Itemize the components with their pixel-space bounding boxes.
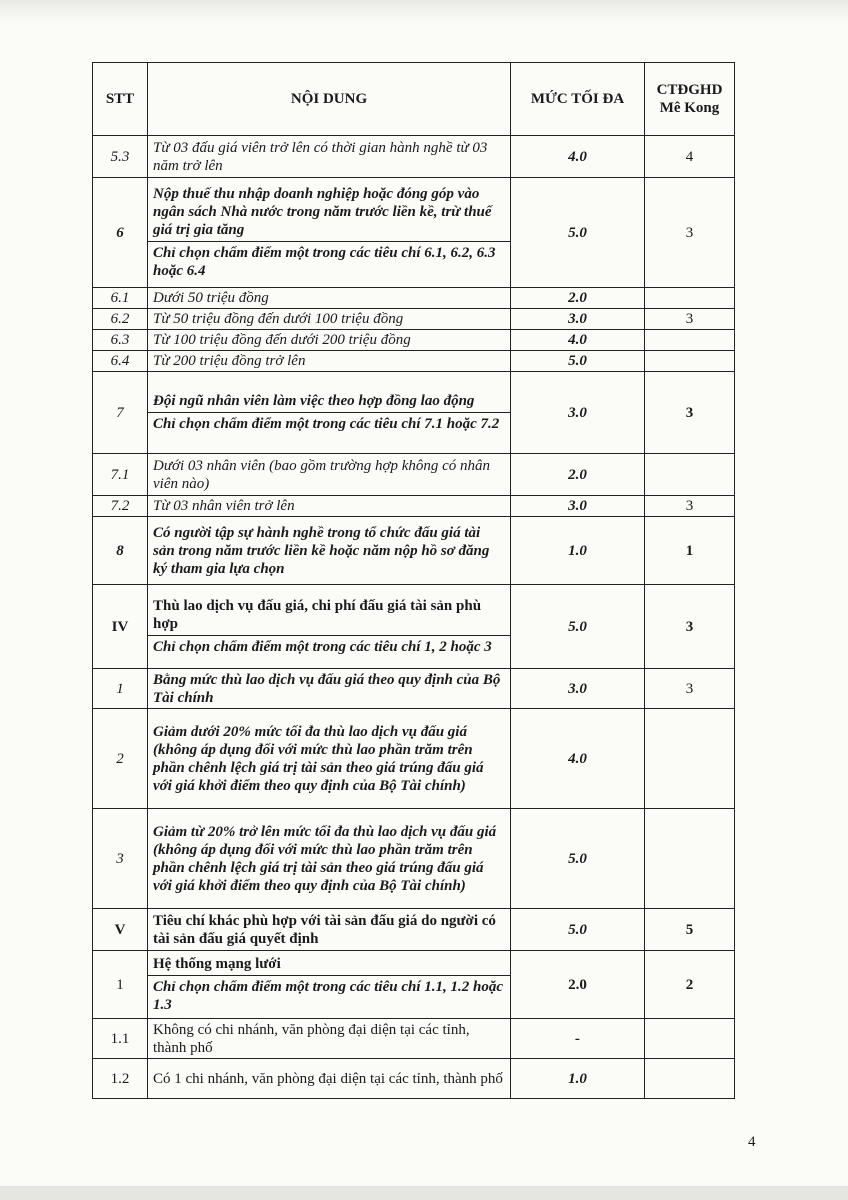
header-max: MỨC TỐI ĐA [511, 63, 645, 136]
row-note: Chỉ chọn chấm điểm một trong các tiêu chí 1.1, 1.2 hoặc 1.3 [148, 975, 510, 1014]
row-stt: 6.4 [93, 351, 148, 372]
row-note: Chỉ chọn chấm điểm một trong các tiêu chí 7.1 hoặc 7.2 [148, 412, 510, 433]
row-score: 5 [645, 909, 735, 951]
table-header-row [93, 63, 735, 136]
scan-bottom-edge [0, 1186, 848, 1200]
row-content: Từ 03 nhân viên trở lên [148, 496, 511, 517]
table-row [93, 178, 735, 288]
row-score: 3 [645, 496, 735, 517]
row-max: 2.0 [511, 288, 645, 309]
row-stt: 6.3 [93, 330, 148, 351]
row-max: 3.0 [511, 309, 645, 330]
row-content: Dưới 03 nhân viên (bao gồm trường hợp không có nhân viên nào) [148, 454, 511, 496]
page-number: 4 [748, 1134, 756, 1150]
row-stt: 7 [93, 372, 148, 454]
table-row [93, 1019, 735, 1059]
row-score [645, 351, 735, 372]
criteria-table [92, 62, 735, 1099]
header-stt: STT [93, 63, 148, 136]
row-max: 4.0 [511, 709, 645, 809]
row-stt: 8 [93, 517, 148, 585]
row-content: Từ 03 đấu giá viên trở lên có thời gian hành nghề từ 03 năm trở lên [148, 136, 511, 178]
row-max: 3.0 [511, 669, 645, 709]
row-content-cell [148, 951, 511, 1019]
table-row [93, 330, 735, 351]
row-note: Chỉ chọn chấm điểm một trong các tiêu chí 1, 2 hoặc 3 [148, 635, 510, 656]
table-row [93, 709, 735, 809]
row-max: 4.0 [511, 136, 645, 178]
row-max: 5.0 [511, 909, 645, 951]
row-max: 4.0 [511, 330, 645, 351]
row-content: Đội ngũ nhân viên làm việc theo hợp đồng lao động [153, 393, 475, 409]
row-content: Tiêu chí khác phù hợp với tài sản đấu giá do người có tài sản đấu giá quyết định [148, 909, 511, 951]
row-stt: 5.3 [93, 136, 148, 178]
table-row [93, 136, 735, 178]
row-content-cell [148, 585, 511, 669]
row-stt: V [93, 909, 148, 951]
row-max: 1.0 [511, 1059, 645, 1099]
row-score: 4 [645, 136, 735, 178]
row-content: Giảm dưới 20% mức tối đa thù lao dịch vụ đấu giá (không áp dụng đối với mức thù lao phần trăm trên phần chênh lệch giá trị tài sản theo giá trúng đấu giá với giá khởi điểm theo quy định của Bộ Tài chính) [148, 709, 511, 809]
row-score [645, 330, 735, 351]
row-stt: 1 [93, 951, 148, 1019]
table-row [93, 951, 735, 1019]
table-row [93, 1059, 735, 1099]
table-row [93, 669, 735, 709]
row-stt: 7.2 [93, 496, 148, 517]
table-row [93, 454, 735, 496]
row-stt: 1.2 [93, 1059, 148, 1099]
header-content: NỘI DUNG [148, 63, 511, 136]
row-max: 3.0 [511, 372, 645, 454]
row-max: 2.0 [511, 454, 645, 496]
row-score [645, 1059, 735, 1099]
row-content-cell [148, 372, 511, 454]
row-stt: 6.1 [93, 288, 148, 309]
row-max: 5.0 [511, 178, 645, 288]
scan-top-edge [0, 0, 848, 22]
header-score-line1: CTĐGHD [656, 82, 723, 98]
row-max: 5.0 [511, 351, 645, 372]
row-max: 5.0 [511, 585, 645, 669]
row-max: 2.0 [511, 951, 645, 1019]
row-score: 3 [645, 585, 735, 669]
row-content: Thù lao dịch vụ đấu giá, chi phí đấu giá tài sản phù hợp [153, 598, 482, 632]
row-content: Từ 50 triệu đồng đến dưới 100 triệu đồng [148, 309, 511, 330]
row-score: 1 [645, 517, 735, 585]
row-max: 1.0 [511, 517, 645, 585]
row-content: Có người tập sự hành nghề trong tổ chức đấu giá tài sản trong năm trước liền kề hoặc năm nộp hồ sơ đăng ký tham gia lựa chọn [148, 517, 511, 585]
row-score: 3 [645, 178, 735, 288]
row-score [645, 709, 735, 809]
row-content: Bằng mức thù lao dịch vụ đấu giá theo quy định của Bộ Tài chính [148, 669, 511, 709]
row-max: 5.0 [511, 809, 645, 909]
table-row [93, 585, 735, 669]
row-content: Từ 100 triệu đồng đến dưới 200 triệu đồng [148, 330, 511, 351]
row-content: Không có chi nhánh, văn phòng đại diện tại các tỉnh, thành phố [148, 1019, 511, 1059]
table-row [93, 372, 735, 454]
row-content: Từ 200 triệu đồng trở lên [148, 351, 511, 372]
row-stt: 7.1 [93, 454, 148, 496]
table-row [93, 517, 735, 585]
row-max: 3.0 [511, 496, 645, 517]
row-max: - [511, 1019, 645, 1059]
table-row [93, 809, 735, 909]
row-score [645, 454, 735, 496]
row-content: Nộp thuế thu nhập doanh nghiệp hoặc đóng góp vào ngân sách Nhà nước trong năm trước liền kề, trừ thuế giá trị gia tăng [153, 186, 492, 238]
table-row [93, 309, 735, 330]
row-content: Hệ thống mạng lưới [153, 956, 281, 972]
row-score: 3 [645, 372, 735, 454]
row-score [645, 1019, 735, 1059]
header-score [645, 63, 735, 136]
row-score: 3 [645, 309, 735, 330]
row-stt: 1 [93, 669, 148, 709]
row-content: Có 1 chi nhánh, văn phòng đại diện tại các tỉnh, thành phố [148, 1059, 511, 1099]
row-note: Chỉ chọn chấm điểm một trong các tiêu chí 6.1, 6.2, 6.3 hoặc 6.4 [148, 241, 510, 280]
row-stt: 1.1 [93, 1019, 148, 1059]
row-content-cell [148, 178, 511, 288]
row-score: 2 [645, 951, 735, 1019]
row-score [645, 288, 735, 309]
row-stt: 6 [93, 178, 148, 288]
table-row [93, 496, 735, 517]
table-row [93, 351, 735, 372]
row-stt: 3 [93, 809, 148, 909]
row-score: 3 [645, 669, 735, 709]
row-stt: 6.2 [93, 309, 148, 330]
table-row [93, 288, 735, 309]
row-content: Dưới 50 triệu đồng [148, 288, 511, 309]
header-score-line2: Mê Kong [659, 100, 720, 116]
table-row [93, 909, 735, 951]
row-stt: IV [93, 585, 148, 669]
row-content: Giảm từ 20% trở lên mức tối đa thù lao dịch vụ đấu giá (không áp dụng đối với mức thù lao phần trăm trên phần chênh lệch giá trị tài sản theo giá trúng đấu giá với giá khởi điểm theo quy định của Bộ Tài chính) [148, 809, 511, 909]
row-stt: 2 [93, 709, 148, 809]
row-score [645, 809, 735, 909]
